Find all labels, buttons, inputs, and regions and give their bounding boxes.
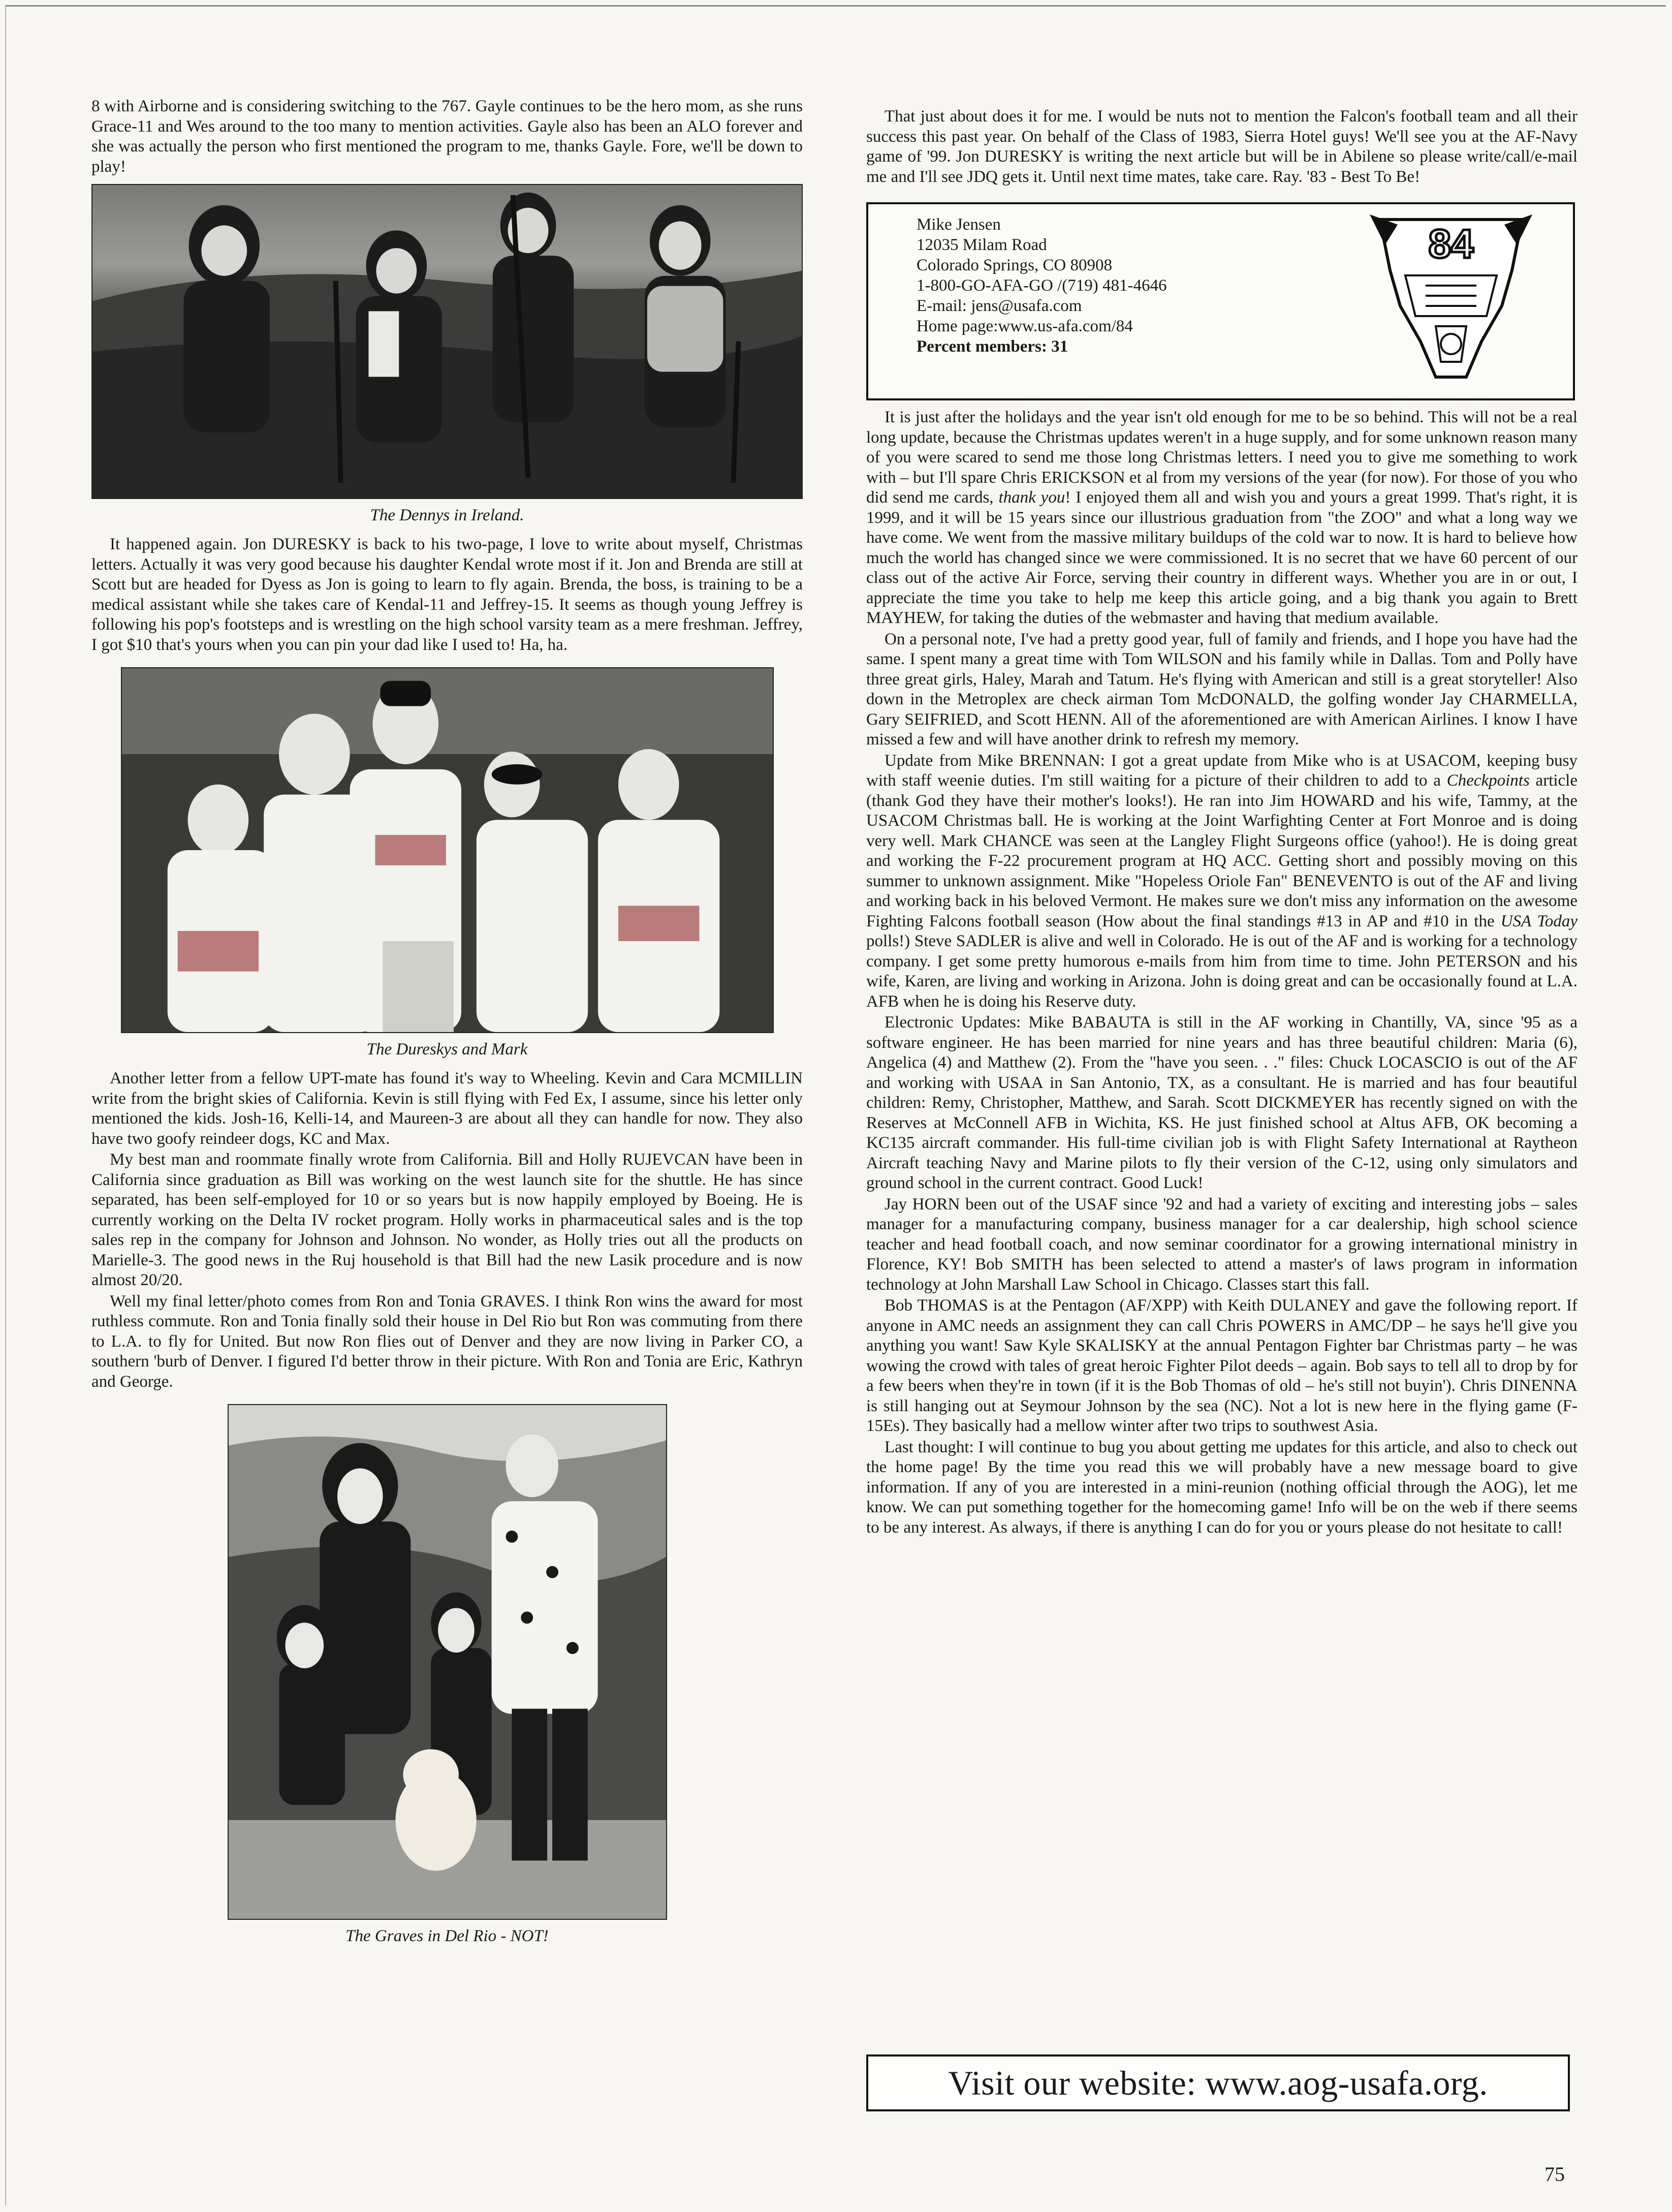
left-column bbox=[91, 97, 803, 1955]
class-84-crest-icon bbox=[1349, 209, 1553, 395]
paragraph-bob-thomas: Bob THOMAS is at the Pentagon (AF/XPP) with Keith DULANEY and gave the following report. If anyone in AMC needs an assignment they can call Chris POWERS in AMC/DP – he says he'll give you anything you want! Saw Kyle SKALISKY at the annual Pentagon Fighter bar Christmas party – he was wowing the crowd with tales of great heroic Fighter Pilot deeds – again. Bob says to tell all to drop by for a few beers when they're in town (if it is the Bob Thomas of old – he's still not buyin'). Chris DINENNA is still hanging out at Seymour Johnson by the sea (NC). Not a lot is new here in the flying game (F-15Es). They basically had a mellow winter after two trips to southwest Asia. bbox=[866, 1296, 1578, 1435]
photo-graves-family bbox=[228, 1404, 667, 1920]
paragraph-graves: Well my final letter/photo comes from Ron and Tonia GRAVES. I think Ron wins the award for most ruthless commute. Ron and Tonia finally sold their house in Del Rio but Ron was commuting from there to L.A. to fly for United. But now Ron flies out of Denver and they are now living in Parker CO, a southern 'burb of Denver. I figured I'd better throw in their picture. With Ron and Tonia are Eric, Kathryn and George. bbox=[91, 1292, 803, 1391]
photo-dennys-ireland bbox=[91, 184, 803, 499]
paragraph-class-83-close: That just about does it for me. I would be nuts not to mention the Falcon's football team and all their success this past year. On behalf of the Class of 1983, Sierra Hotel guys! We'll see you at the AF-Navy game of '99. Jon DURESKY is writing the next article but will be in Abilene so please write/call/e-mail me and I'll see JDQ gets it. Until next time mates, take care. Ray. '83 - Best To Be! bbox=[866, 107, 1578, 186]
correspondent-homepage: Home page:www.us-afa.com/84 bbox=[917, 317, 1133, 335]
paragraph-airborne: 8 with Airborne and is considering switching to the 767. Gayle continues to be the hero mom, as she runs Grace-11 and Wes around to the too many to mention activities. Gayle also has been an ALO forever and she was actually the person who first mentioned the program to me, thanks Gayle. Fore, we'll be down to play! bbox=[91, 97, 803, 176]
correspondent-name: Mike Jensen bbox=[917, 215, 1001, 234]
emphasis-checkpoints: Checkpoints bbox=[1446, 771, 1530, 790]
paragraph-mcmillin: Another letter from a fellow UPT-mate has found it's way to Wheeling. Kevin and Cara MCMILLIN write from the bright skies of California. Kevin is still flying with Fed Ex, I assume, since his letter only mentioned the kids. Josh-16, Kelli-14, and Maureen-3 are about all they can handle for now. They also have two goofy reindeer dogs, KC and Max. bbox=[91, 1069, 803, 1148]
paragraph-duresky: It happened again. Jon DURESKY is back to his two-page, I love to write about myself, Christmas letters. Actually it was very good because his daughter Kendal wrote most if it. Jon and Brenda are still at Scott but are headed for Dyess as Jon is going to learn to fly again. Brenda, the boss, is training to be a medical assistant while she takes care of Kendal-11 and Jeffrey-15. It seems as though young Jeffrey is following his pop's footsteps and is wrestling on the high school varsity team as a mere freshman. Jeffrey, I got $10 that's yours when you can pin your dad like I used to! Ha, ha. bbox=[91, 535, 803, 654]
emphasis-thank-you: thank you bbox=[998, 488, 1065, 507]
paragraph-jay-horn: Jay HORN been out of the USAF since '92 and had a variety of exciting and interesting jobs – sales manager for a manufacturing company, business manager for a car dealership, high school science teacher and head football coach, and now seminar coordinator for a growing international ministry in Florence, KY! Bob SMITH has been selected to attend a master's of laws program in information technology at John Marshall Law School in Chicago. Classes start this fall. bbox=[866, 1195, 1578, 1294]
correspondent-street: 12035 Milam Road bbox=[917, 236, 1047, 254]
paragraph-brennan-update bbox=[866, 751, 1578, 1012]
text-run: ! I enjoyed them all and wish you and yours a great 1999. That's right, it is 1999, and it will be 15 years since our illustrious graduation from "the ZOO" and what a long way we have come. We went from the massive military buildups of the cold war to now. It is hard to believe how much the world has changed since we were commissioned. It is no secret that we have 60 percent of our class out of the active Air Force, serving their country in different ways. Whether you are in or out, I appreciate the time you take to help me keep this article going, and a big thank you again to Brett MAYHEW, for taking the duties of the webmaster and having that medium available. bbox=[866, 488, 1578, 627]
text-run: Update from Mike BRENNAN: I got a great update from Mike who is at USACOM, keeping busy with staff weenie duties. I'm still waiting for a picture of their children to add to a bbox=[866, 751, 1578, 790]
paragraph-holidays-update bbox=[866, 408, 1578, 629]
correspondent-contact bbox=[917, 214, 1167, 357]
emphasis-usa-today: USA Today bbox=[1500, 912, 1578, 930]
correspondent-email: E-mail: jens@usafa.com bbox=[917, 297, 1082, 315]
photo-dureskys-and-mark bbox=[121, 667, 774, 1033]
right-column bbox=[866, 107, 1578, 1538]
percent-members: Percent members: 31 bbox=[917, 337, 1068, 356]
paragraph-personal-note: On a personal note, I've had a pretty good year, full of family and friends, and I hope you have had the same. I spent many a great time with Tom WILSON and his family while in Dallas. Tom and Polly have three great girls, Haley, Marah and Tatum. He's flying with American and still is a great storyteller! Also down in the Metroplex are check airman Tom McDONALD, the golfing wonder Jay CHARMELLA, Gary SEIFRIED, and Scott HENN. All of the aforementioned are with American Airlines. I know I have missed a few and will have another drink to refresh my memory. bbox=[866, 630, 1578, 749]
class-84-contact-box bbox=[866, 202, 1575, 400]
caption-dennys: The Dennys in Ireland. bbox=[370, 506, 524, 524]
text-run: polls!) Steve SADLER is alive and well in Colorado. He is out of the AF and is working for a technology company. I get some pretty humorous e-mails from him from time to time. John PETERSON and his wife, Karen, are living and working in Arizona. John is doing great and can be occasionally found at L.A. AFB when he is doing his Reserve duty. bbox=[866, 932, 1578, 1011]
website-banner: Visit our website: www.aog-usafa.org. bbox=[866, 2054, 1570, 2111]
crest-year: 84 bbox=[1428, 221, 1474, 266]
paragraph-last-thought: Last thought: I will continue to bug you about getting me updates for this article, and also to check out the home page! By the time you read this we will probably have a new message board to give information. If any of you are interested in a mini-reunion (nothing official through the AOG), let me know. We can put something together for the homecoming game! Info will be on the web if there seems to be any interest. As always, if there is anything I can do for you or yours please do not hesitate to call! bbox=[866, 1438, 1578, 1537]
correspondent-city: Colorado Springs, CO 80908 bbox=[917, 256, 1113, 274]
text-run: It is just after the holidays and the year isn't old enough for me to be so behind. This will not be a real long update, because the Christmas updates weren't in a huge supply, and for some unknown reason many of you were scared to send me those long Christmas letters. I need you to give me something to work with – but I'll spare Chris ERICKSON et al from my versions of the year (for now). For those of you who did send me cards, bbox=[866, 408, 1578, 507]
caption-dureskys: The Dureskys and Mark bbox=[366, 1040, 528, 1058]
correspondent-phone: 1-800-GO-AFA-GO /(719) 481-4646 bbox=[917, 276, 1167, 295]
text-run: article (thank God they have their mother's looks!). He ran into Jim HOWARD and his wife, Tammy, at the USACOM Christmas ball. He is working at the Joint Warfighting Center at Fort Monroe and is doing very well. Mark CHANCE was seen at the Langley Flight Surgeons office (yahoo!). He is doing great and working the F-22 procurement program at HQ ACC. Getting short and possibly moving on this summer to unknown assignment. Mike "Hopeless Oriole Fan" BENEVENTO is out of the AF and living and working back in his beloved Vermont. He makes sure we don't miss any information on the awesome Fighting Falcons football season (How about the final standings #13 in AP and #10 in the bbox=[866, 771, 1578, 930]
caption-graves: The Graves in Del Rio - NOT! bbox=[345, 1927, 549, 1945]
paragraph-electronic-updates: Electronic Updates: Mike BABAUTA is still in the AF working in Chantilly, VA, since '95 as a software engineer. He has been married for nine years and has three beautiful children: Maria (6), Angelica (4) and Matthew (2). From the "have you seen. . ." files: Chuck LOCASCIO is out of the AF and working with USAA in San Antonio, TX, as a consultant. He is married and has four beautiful children: Remy, Christopher, Matthew, and Sarah. Scott DICKMEYER has recently signed on with the Reserves at McConnell AFB in Wichita, KS. He just finished school at Altus AFB, OK becoming a KC135 aircraft commander. His full-time civilian job is with Flight Safety International at Raytheon Aircraft teaching Navy and Marine pilots to fly their version of the C-12, using only simulators and ground school in the current contract. Good Luck! bbox=[866, 1013, 1578, 1192]
paragraph-rujevcan: My best man and roommate finally wrote from California. Bill and Holly RUJEVCAN have been in California since graduation as Bill was working on the west launch site for the shuttle. He has since separated, has been self-employed for 10 or so years but is now happily employed by Boeing. He is currently working on the Delta IV rocket program. Holly works in pharmaceutical sales and is the top sales rep in the company for Johnson and Johnson. No wonder, as Holly tries out all the products on Marielle-3. The good news in the Ruj household is that Bill had the new Lasik procedure and is now almost 20/20. bbox=[91, 1150, 803, 1289]
page-number: 75 bbox=[1544, 2163, 1565, 2186]
